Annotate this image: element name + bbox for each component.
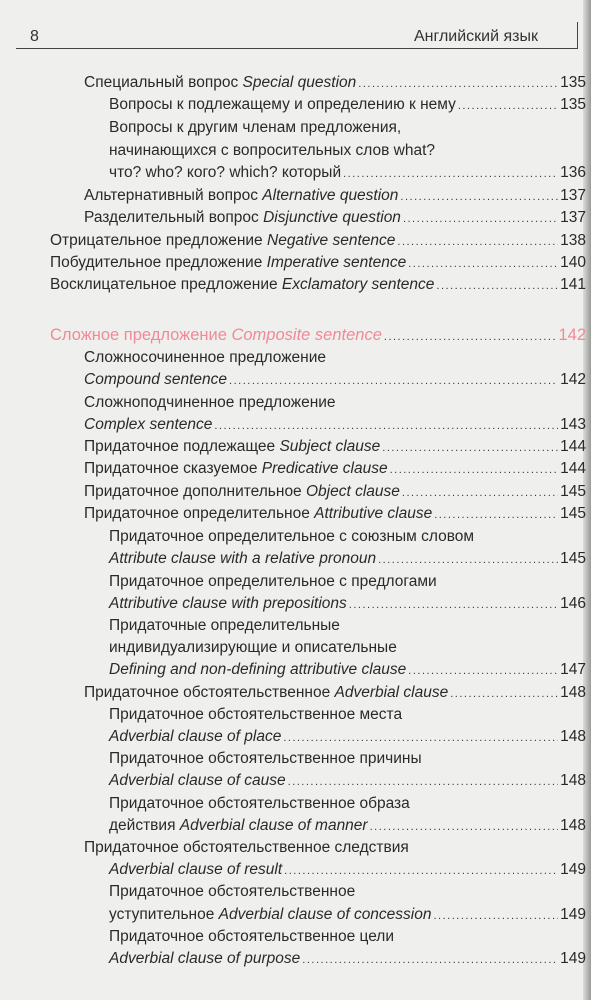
running-title: Английский язык — [413, 28, 538, 45]
toc-entry-title — [50, 275, 434, 295]
toc-page-number: 145 — [560, 483, 586, 500]
toc-title-russian: индивидуализирующие и описательные — [109, 639, 397, 656]
toc-entry-title — [109, 795, 410, 812]
toc-title-english: Adverbial clause of concession — [218, 906, 432, 923]
dot-leader — [302, 950, 558, 970]
toc-title-english: Adverbial clause of purpose — [109, 950, 301, 967]
toc-line — [109, 141, 435, 161]
toc-entry — [109, 95, 586, 115]
toc-line — [109, 794, 410, 814]
toc-entry — [109, 816, 586, 836]
header-corner-rule — [577, 22, 578, 49]
toc-line — [109, 118, 401, 138]
toc-entry-title — [84, 73, 356, 93]
toc-title-english: Adverbial clause of result — [109, 861, 283, 878]
toc-title-english: Negative sentence — [267, 232, 396, 249]
dot-leader — [408, 661, 558, 681]
toc-title-english: Subject clause — [279, 438, 381, 455]
dot-leader — [370, 817, 559, 837]
toc-entry — [84, 208, 586, 228]
toc-title-russian: Сложное предложение — [50, 326, 232, 344]
toc-title-russian: начинающихся с вопросительных слов what? — [109, 142, 435, 159]
toc-entry — [109, 949, 586, 969]
toc-line — [109, 572, 437, 592]
toc-line — [109, 527, 474, 547]
toc-page-number: 147 — [560, 661, 586, 678]
toc-entry-title — [109, 95, 456, 115]
toc-entry — [84, 415, 586, 435]
toc-page-number: 144 — [560, 438, 586, 455]
page-number: 8 — [30, 28, 39, 45]
toc-page-number: 135 — [560, 74, 586, 91]
dot-leader — [214, 416, 558, 436]
toc-entry-title — [109, 573, 437, 590]
toc-title-english: Adverbial clause of place — [109, 728, 282, 745]
dot-leader — [458, 96, 558, 116]
toc-page-number: 143 — [560, 416, 586, 433]
toc-page-number: 137 — [560, 187, 586, 204]
toc-entry-title — [109, 594, 347, 614]
toc-title-russian: Разделительный вопрос — [84, 209, 264, 226]
toc-entry-title — [50, 325, 382, 345]
toc-entry-title — [109, 750, 422, 767]
toc-title-english: Attributive clause — [314, 505, 433, 522]
toc-title-russian: Специальный вопрос — [84, 74, 243, 91]
toc-page-number: 145 — [560, 550, 586, 567]
toc-entry-title — [84, 437, 380, 457]
toc-page-number: 141 — [560, 276, 586, 293]
toc-entry-title — [84, 459, 388, 479]
toc-entry-title — [109, 771, 286, 791]
toc-line — [84, 348, 326, 368]
toc-title-russian: Придаточное определительное — [84, 505, 315, 522]
toc-entry-title — [50, 253, 406, 273]
dot-leader — [390, 460, 559, 480]
toc-entry — [50, 253, 586, 273]
dot-leader — [284, 861, 558, 881]
toc-title-english: Complex sentence — [84, 416, 213, 433]
toc-entry — [84, 683, 586, 703]
toc-page-number: 149 — [560, 906, 586, 923]
toc-page-number: 149 — [560, 950, 586, 967]
toc-entry-title — [109, 119, 401, 136]
toc-entry — [84, 459, 586, 479]
toc-title-russian: Придаточное обстоятельственное — [109, 883, 356, 900]
toc-page-number: 138 — [560, 232, 586, 249]
toc-entry-title — [84, 415, 212, 435]
toc-page-number: 146 — [560, 595, 586, 612]
toc-title-english: Alternative question — [262, 187, 399, 204]
dot-leader — [358, 74, 558, 94]
toc-title-russian: Восклицательное предложение — [50, 276, 282, 293]
toc-page-number: 148 — [560, 684, 586, 701]
toc-title-english: Compound sentence — [84, 371, 228, 388]
toc-line — [109, 616, 340, 636]
toc-entry-title — [109, 905, 432, 925]
toc-title-russian: что? who? кого? which? который — [109, 164, 342, 181]
toc-entry — [84, 73, 586, 93]
toc-entry-title — [84, 683, 448, 703]
toc-entry — [109, 727, 586, 747]
toc-entry — [50, 325, 586, 345]
dot-leader — [408, 254, 558, 274]
toc-entry-title — [109, 706, 402, 723]
toc-title-english: Predicative clause — [261, 460, 388, 477]
toc-entry-title — [84, 839, 409, 856]
toc-page-number: 135 — [560, 96, 586, 113]
toc-title-russian: Придаточное обстоятельственное цели — [109, 928, 395, 945]
toc-line — [84, 838, 409, 858]
dot-leader — [229, 371, 558, 391]
toc-title-russian: Отрицательное предложение — [50, 232, 267, 249]
dot-leader — [288, 772, 558, 792]
toc-page-number: 148 — [560, 772, 586, 789]
toc-title-english: Composite sentence — [231, 326, 382, 344]
toc-entry-title — [84, 370, 227, 390]
dot-leader — [436, 276, 558, 296]
toc-title-russian: Вопросы к подлежащему и определению к нему — [109, 96, 456, 113]
toc-page-number: 137 — [560, 209, 586, 226]
toc-line — [109, 927, 394, 947]
toc-title-english: Attribute clause with a relative pronoun — [109, 550, 377, 567]
toc-entry-title — [50, 231, 395, 251]
toc-entry — [50, 275, 586, 295]
toc-entry-title — [109, 816, 368, 836]
toc-page-number: 148 — [560, 728, 586, 745]
toc-title-english: Adverbial clause — [334, 684, 449, 701]
toc-title-russian: Придаточное сказуемое — [84, 460, 262, 477]
toc-entry — [84, 370, 586, 390]
toc-entry-title — [109, 617, 340, 634]
toc-entry-title — [109, 528, 474, 545]
toc-entry — [109, 860, 586, 880]
toc-title-russian: Побудительное предложение — [50, 254, 267, 271]
toc-page-number: 136 — [560, 164, 586, 181]
toc-title-russian: Придаточное подлежащее — [84, 438, 280, 455]
toc-entry-title — [84, 482, 400, 502]
toc-title-russian: Придаточное обстоятельственное следствия — [84, 839, 409, 856]
toc-title-russian: Придаточное дополнительное — [84, 483, 306, 500]
dot-leader — [434, 505, 558, 525]
toc-entry-title — [109, 928, 394, 945]
toc-line — [109, 638, 397, 658]
toc-entry-title — [109, 660, 406, 680]
toc-entry — [109, 905, 586, 925]
toc-entry — [84, 504, 586, 524]
toc-title-russian: Придаточное определительное с союзным словом — [109, 528, 475, 545]
toc-entry-title — [84, 504, 432, 524]
page-header — [16, 22, 578, 50]
toc-title-russian: Придаточное обстоятельственное — [84, 684, 335, 701]
toc-entry-title — [109, 883, 355, 900]
toc-entry-title — [84, 208, 401, 228]
toc-title-english: Adverbial clause of manner — [179, 817, 368, 834]
toc-entry — [50, 231, 586, 251]
toc-entry-title — [109, 949, 300, 969]
toc-title-russian: Придаточное обстоятельственное причины — [109, 750, 422, 767]
toc-page-number: 140 — [560, 254, 586, 271]
toc-title-russian: Альтернативный вопрос — [84, 187, 263, 204]
toc-entry-title — [109, 860, 282, 880]
toc-entry-title — [84, 394, 336, 411]
toc-line — [109, 749, 422, 769]
toc-title-english: Imperative sentence — [266, 254, 407, 271]
toc-entry — [84, 437, 586, 457]
dot-leader — [450, 684, 558, 704]
dot-leader — [403, 209, 558, 229]
toc-line — [109, 882, 355, 902]
toc-page-number: 144 — [560, 460, 586, 477]
toc-title-russian: действия — [109, 817, 180, 834]
toc-entry — [84, 482, 586, 502]
dot-leader — [349, 595, 558, 615]
dot-leader — [283, 728, 558, 748]
toc-title-english: Exclamatory sentence — [281, 276, 435, 293]
toc-line — [109, 705, 402, 725]
toc-line — [84, 393, 336, 413]
toc-page-number: 148 — [560, 817, 586, 834]
toc-title-english: Attributive clause with prepositions — [109, 595, 347, 612]
toc-entry — [109, 549, 586, 569]
toc-entry-title — [109, 639, 397, 656]
toc-entry-title — [109, 163, 341, 183]
toc-entry-title — [109, 727, 281, 747]
toc-entry — [109, 163, 586, 183]
toc-page-number: 145 — [560, 505, 586, 522]
toc-title-russian: Придаточное обстоятельственное места — [109, 706, 403, 723]
toc-entry-title — [109, 142, 435, 159]
toc-entry-title — [84, 186, 398, 206]
dot-leader — [384, 327, 557, 347]
toc-title-russian: Придаточные определительные — [109, 617, 340, 634]
toc-entry — [109, 594, 586, 614]
toc-title-russian: Вопросы к другим членам предложения, — [109, 119, 402, 136]
toc-entry — [109, 771, 586, 791]
toc-title-english: Adverbial clause of cause — [109, 772, 286, 789]
dot-leader — [397, 232, 558, 252]
toc-title-russian: Сложносочиненное предложение — [84, 349, 327, 366]
toc-title-russian: Придаточное обстоятельственное образа — [109, 795, 410, 812]
dot-leader — [343, 164, 558, 184]
toc-page-number: 142 — [558, 326, 586, 344]
toc-entry-title — [109, 549, 376, 569]
header-rule — [16, 48, 578, 49]
toc-title-russian: уступительное — [109, 906, 219, 923]
dot-leader — [378, 550, 558, 570]
dot-leader — [434, 906, 559, 926]
toc-title-russian: Придаточное определительное с предлогами — [109, 573, 437, 590]
dot-leader — [400, 187, 558, 207]
toc-title-russian: Сложноподчиненное предложение — [84, 394, 336, 411]
toc-title-english: Object clause — [306, 483, 400, 500]
dot-leader — [402, 483, 558, 503]
toc-title-english: Defining and non-defining attributive clause — [109, 661, 407, 678]
toc-page-number: 149 — [560, 861, 586, 878]
toc-title-english: Special question — [242, 74, 357, 91]
toc-entry-title — [84, 349, 326, 366]
toc-title-english: Disjunctive question — [263, 209, 401, 226]
toc-entry — [84, 186, 586, 206]
toc-page-number: 142 — [560, 371, 586, 388]
toc-entry — [109, 660, 586, 680]
dot-leader — [382, 438, 558, 458]
